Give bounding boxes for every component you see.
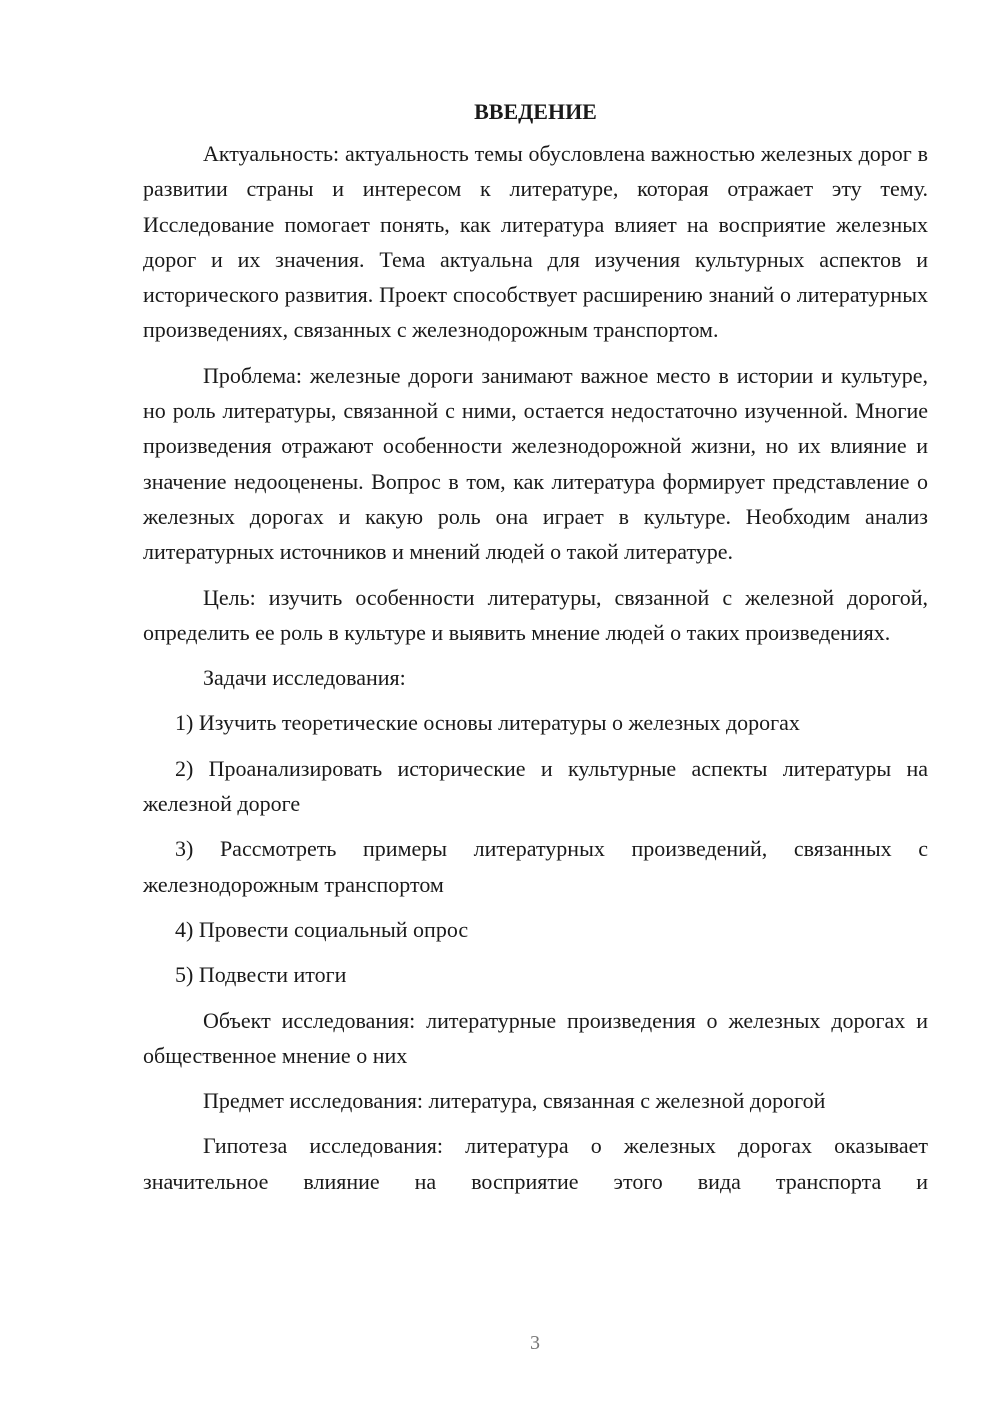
page-content (143, 94, 928, 1209)
task-item-5: 5) Подвести итоги (175, 962, 347, 988)
section-title: ВВЕДЕНИЕ (474, 99, 597, 124)
page-number: 3 (530, 1332, 540, 1354)
paragraph-object: Объект исследования: литературные произведения о железных дорогах и общественное мнение о них (143, 1007, 928, 1068)
paragraph-subject: Предмет исследования: литература, связанная с железной дорогой (203, 1088, 826, 1114)
task-item-2: 2) Проанализировать исторические и культурные аспекты литературы на железной дороге (143, 755, 928, 817)
tasks-heading: Задачи исследования: (203, 665, 406, 691)
paragraph-hypothesis: Гипотеза исследования: литература о железных дорогах оказывает значительное влияние на восприятие этого вида транспорта и (143, 1133, 928, 1194)
task-item-1: 1) Изучить теоретические основы литературы о железных дорогах (175, 710, 800, 736)
paragraph-problem: Проблема: железные дороги занимают важное место в истории и культуре, но роль литературы, связанной с ними, остается недостаточно изученной. Многие произведения отражают особенности железнодорожной жизни, но их влияние и значение недооценены. Вопрос в том, как литература формирует представление о железных дорогах и какую роль она играет в культуре. Необходим анализ литературных источников и мнений людей о такой литературе. (143, 362, 928, 565)
task-item-3: 3) Рассмотреть примеры литературных произведений, связанных с железнодорожным транспортом (143, 836, 928, 897)
paragraph-relevance: Актуальность: актуальность темы обусловлена важностью железных дорог в развитии страны и интересом к литературе, которая отражает эту тему. Исследование помогает понять, как литература влияет на восприятие железных дорог и их значения. Тема актуальна для изучения культурных аспектов и исторического развития. Проект способствует расширению знаний о литературных произведениях, связанных с железнодорожным транспортом. (143, 141, 928, 343)
task-item-4: 4) Провести социальный опрос (175, 916, 469, 942)
paragraph-goal: Цель: изучить особенности литературы, связанной с железной дорогой, определить ее роль в культуре и выявить мнение людей о таких произведениях. (143, 584, 928, 645)
